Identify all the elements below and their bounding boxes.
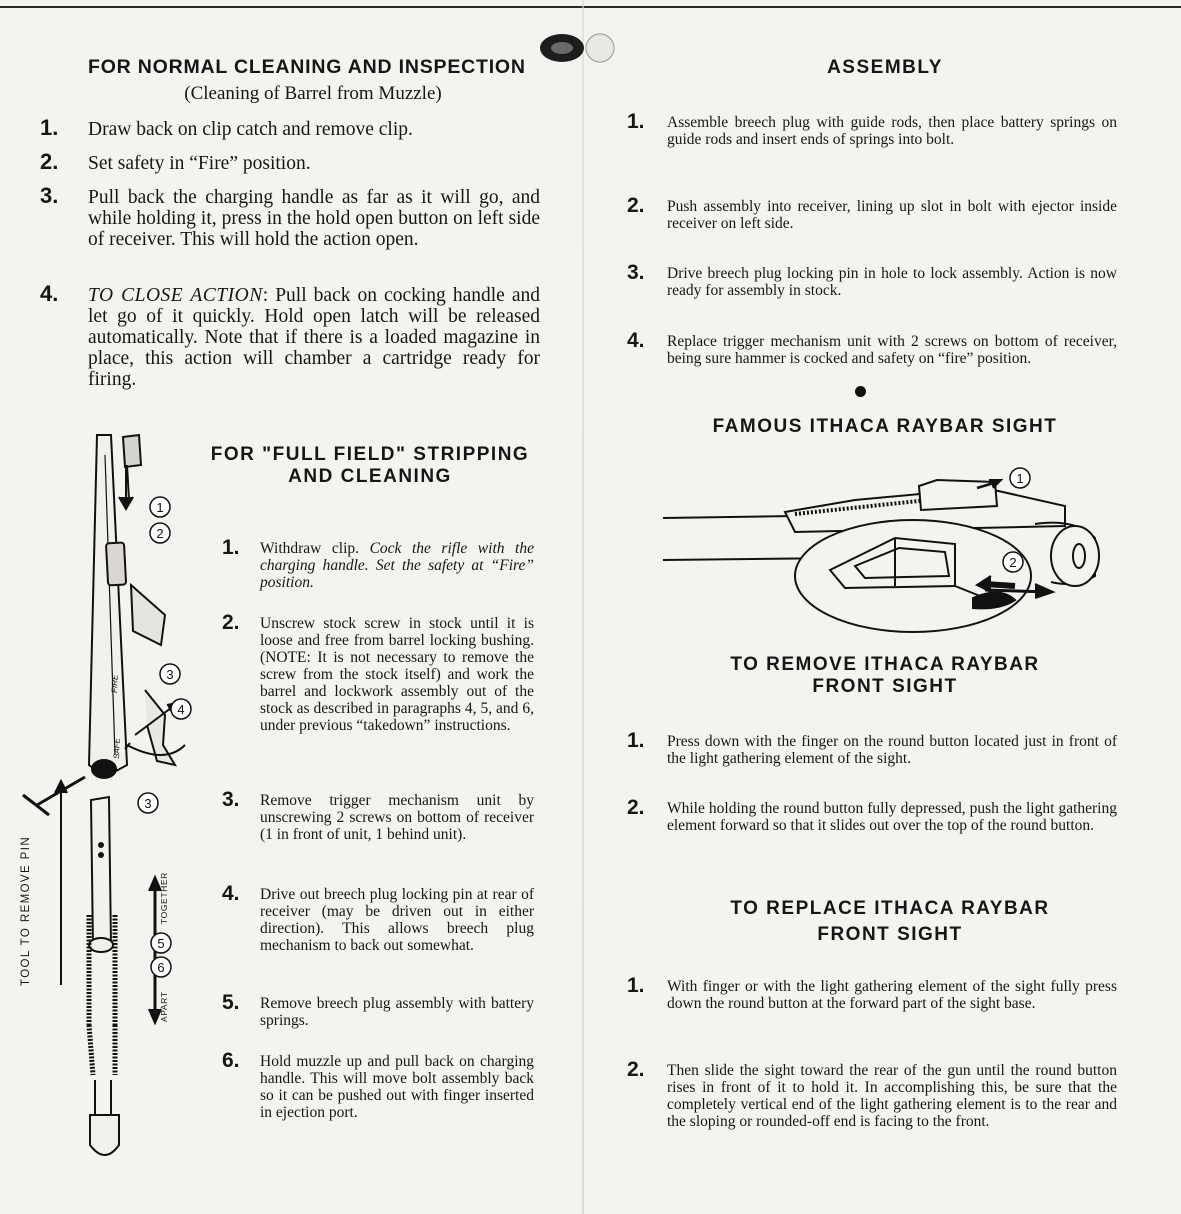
step-text: Drive breech plug locking pin in hole to lock assembly. Action is now ready for assembly in stock. xyxy=(667,265,1117,299)
section-title-replace-sight xyxy=(660,896,1120,948)
step-number: 1. xyxy=(40,115,59,140)
step-number: 3. xyxy=(40,183,59,208)
step-text-plain: Withdraw clip. xyxy=(260,540,370,557)
step-text: Push assembly into receiver, lining up slot in bolt with ejector inside receiver on left side. xyxy=(667,198,1117,232)
stripping-step-5 xyxy=(222,991,534,1029)
assembly-step-1 xyxy=(627,110,1117,148)
svg-text:1: 1 xyxy=(1016,471,1024,486)
raybar-callout-2 xyxy=(1003,552,1023,572)
callout-3-upper xyxy=(160,664,180,684)
step-number: 4. xyxy=(40,281,59,306)
section-title-normal-cleaning: FOR NORMAL CLEANING AND INSPECTION xyxy=(88,56,526,78)
callout-5 xyxy=(151,933,171,953)
together-label: TOGETHER xyxy=(159,872,169,924)
section-title-line-1: TO REMOVE ITHACA RAYBAR xyxy=(730,654,1040,675)
stripping-step-2 xyxy=(222,611,534,734)
step-text: Set safety in “Fire” position. xyxy=(88,153,311,174)
step-text: Draw back on clip catch and remove clip. xyxy=(88,119,413,140)
section-title-full-field xyxy=(200,444,540,488)
rifle-disassembly-illustration xyxy=(15,425,220,1165)
callout-4 xyxy=(171,699,191,719)
step-text-italic: Cock the rifle with the charging handle. Set the safety at “Fire” position. xyxy=(260,540,534,591)
cleaning-step-2 xyxy=(40,149,540,174)
svg-text:2: 2 xyxy=(156,526,164,541)
svg-text:3: 3 xyxy=(166,667,174,682)
section-title-line-1: TO REPLACE ITHACA RAYBAR xyxy=(730,898,1050,919)
step-number: 2. xyxy=(40,149,59,174)
section-title-line-2: FRONT SIGHT xyxy=(812,676,958,697)
step-number: 6. xyxy=(222,1049,240,1072)
step-text: Remove breech plug assembly with battery springs. xyxy=(260,995,534,1029)
section-subtitle: (Cleaning of Barrel from Muzzle) xyxy=(184,83,442,104)
callout-6 xyxy=(151,957,171,977)
receiver-mark-safe: SAFE xyxy=(112,737,122,760)
step-text: While holding the round button fully depressed, push the light gathering element forward so that it slides out over the top of the round button. xyxy=(667,800,1117,834)
step-text xyxy=(88,285,540,390)
section-title-line-1: FOR "FULL FIELD" STRIPPING xyxy=(210,444,530,465)
step-text-rest: : Pull back on cocking handle and let go of it quickly. Hold open latch will be released automatically. Note that if there is a loaded magazine in place, this action will chamber a cartridge ready for firing. xyxy=(88,285,540,390)
step-text: Unscrew stock screw in stock until it is loose and free from barrel locking bushing. (NOTE: It is not necessary to remove the screw from the stock itself) and work the barrel and lockwork assembly out of the stock as described in paragraphs 4, 5, and 6, under previous “takedown” instructions. xyxy=(260,615,534,734)
replace-step-1 xyxy=(627,974,1117,1012)
cleaning-step-1 xyxy=(40,115,540,140)
step-number: 1. xyxy=(627,110,645,133)
step-text: With finger or with the light gathering element of the sight fully press down the round button at the forward part of the sight base. xyxy=(667,978,1117,1012)
bullet-divider xyxy=(855,386,866,397)
assembly-step-4 xyxy=(627,329,1117,367)
svg-text:1: 1 xyxy=(156,500,164,515)
section-title-remove-sight xyxy=(670,654,1100,698)
step-text: Replace trigger mechanism unit with 2 screws on bottom of receiver, being sure hammer is cocked and safety on “fire” position. xyxy=(667,333,1117,367)
step-text: Drive out breech plug locking pin at rear of receiver (may be driven out in either direction). This allows breech plug mechanism to back out somewhat. xyxy=(260,886,534,954)
step-number: 1. xyxy=(222,536,240,559)
right-page xyxy=(585,0,1181,1214)
step-number: 3. xyxy=(627,261,645,284)
callout-1 xyxy=(150,497,170,517)
step-text: Press down with the finger on the round button located just in front of the light gathering element of the sight. xyxy=(667,733,1117,767)
apart-label: APART xyxy=(159,991,169,1022)
stripping-step-4 xyxy=(222,882,534,954)
step-emphasis: TO CLOSE ACTION xyxy=(88,285,263,306)
step-number: 5. xyxy=(222,991,240,1014)
raybar-callout-1 xyxy=(1010,468,1030,488)
step-number: 4. xyxy=(222,882,240,905)
section-title-line-2: FRONT SIGHT xyxy=(817,924,963,945)
svg-text:6: 6 xyxy=(157,960,165,975)
step-number: 1. xyxy=(627,974,645,997)
step-number: 2. xyxy=(627,1058,645,1081)
step-text: Pull back the charging handle as far as it will go, and while holding it, press in the hold open button on left side of receiver. This will hold the action open. xyxy=(88,187,540,250)
assembly-step-2 xyxy=(627,194,1117,232)
step-text: Then slide the sight toward the rear of the gun until the round button rises in front of it to hold it. In accomplishing this, be sure that the completely vertical end of the light gathering element is to the rear and the sloping or rounded-off end is facing to the front. xyxy=(667,1062,1117,1130)
callout-2 xyxy=(150,523,170,543)
section-title-assembly: ASSEMBLY xyxy=(827,57,943,78)
cleaning-step-3 xyxy=(40,183,540,250)
section-title-line-2: AND CLEANING xyxy=(288,466,452,487)
stripping-step-1 xyxy=(222,536,534,591)
stripping-step-3 xyxy=(222,788,534,843)
svg-text:4: 4 xyxy=(177,702,185,717)
raybar-sight-illustration xyxy=(655,458,1115,638)
step-text: Assemble breech plug with guide rods, then place battery springs on guide rods and insert ends of springs into bolt. xyxy=(667,114,1117,148)
step-number: 4. xyxy=(627,329,645,352)
step-number: 1. xyxy=(627,729,645,752)
cleaning-step-4 xyxy=(40,281,540,390)
stripping-step-6 xyxy=(222,1049,534,1121)
svg-text:3: 3 xyxy=(144,796,152,811)
step-text xyxy=(260,540,534,591)
step-number: 3. xyxy=(222,788,240,811)
step-text: Remove trigger mechanism unit by unscrewing 2 screws on bottom of receiver (1 in front of unit, 1 behind unit). xyxy=(260,792,534,843)
step-number: 2. xyxy=(222,611,240,634)
callout-3-lower xyxy=(138,793,158,813)
tool-to-remove-pin-label: TOOL TO REMOVE PIN xyxy=(20,835,32,986)
left-page xyxy=(0,0,585,1214)
svg-text:5: 5 xyxy=(157,936,165,951)
step-number: 2. xyxy=(627,796,645,819)
remove-step-2 xyxy=(627,796,1117,834)
step-number: 2. xyxy=(627,194,645,217)
replace-step-2 xyxy=(627,1058,1117,1130)
assembly-step-3 xyxy=(627,261,1117,299)
receiver-mark-fire: FIRE xyxy=(110,674,120,694)
step-text: Hold muzzle up and pull back on charging handle. This will move bolt assembly back so it can be pushed out with finger inserted in ejection port. xyxy=(260,1053,534,1121)
remove-step-1 xyxy=(627,729,1117,767)
svg-text:2: 2 xyxy=(1009,555,1017,570)
section-title-raybar: FAMOUS ITHACA RAYBAR SIGHT xyxy=(712,416,1058,437)
